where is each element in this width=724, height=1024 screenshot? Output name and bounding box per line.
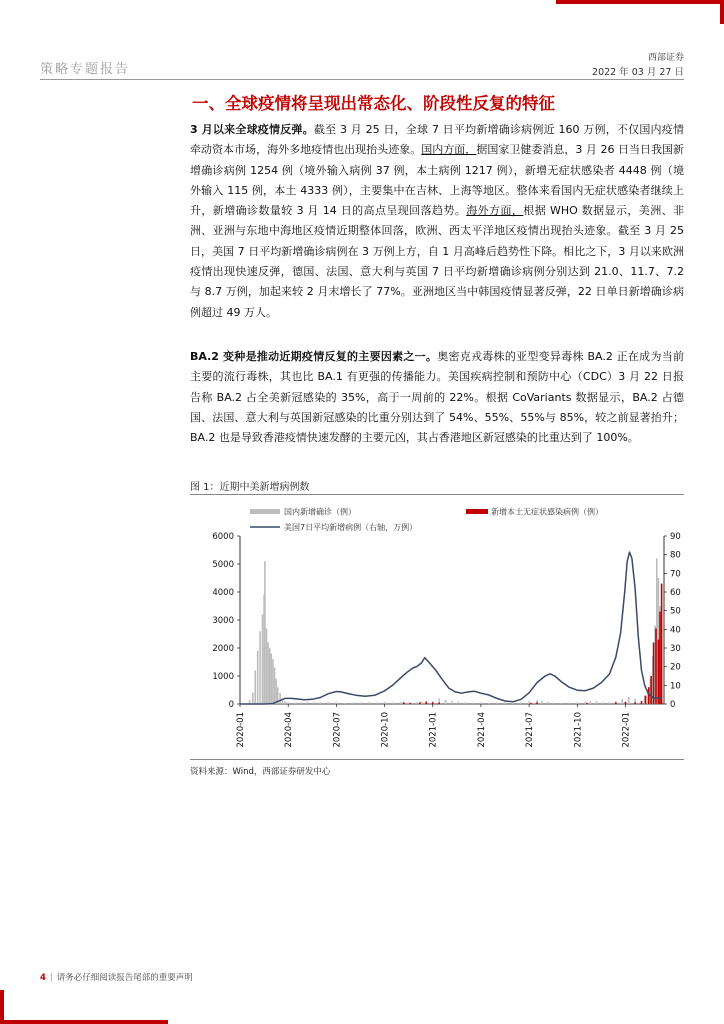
asymptomatic-bar (625, 702, 627, 704)
domestic-bar (589, 701, 591, 704)
corner-accent-top-vertical (720, 0, 724, 24)
us-line (240, 552, 662, 704)
asymptomatic-bar (659, 612, 661, 704)
domestic-bar (400, 702, 402, 704)
asymptomatic-bar (653, 642, 655, 704)
domestic-bar (264, 561, 266, 704)
paragraph-ba2-variant (190, 347, 684, 448)
left-tick-label: 0 (228, 700, 234, 710)
right-tick-label: 0 (670, 700, 676, 710)
asymptomatic-bar (426, 702, 428, 704)
domestic-label: 国内方面， (421, 143, 477, 157)
domestic-bar (520, 703, 522, 704)
domestic-bar (336, 702, 338, 704)
paragraph-outbreak (190, 120, 684, 323)
x-tick-label: 2021-10 (573, 712, 584, 748)
cases-chart (190, 500, 684, 758)
domestic-bar (548, 702, 550, 704)
domestic-bar (368, 702, 370, 704)
asymptomatic-bar (432, 702, 434, 704)
right-tick-label: 40 (670, 625, 681, 636)
domestic-bar (320, 702, 322, 704)
x-tick-label: 2020-07 (332, 712, 343, 748)
x-tick-label: 2020-01 (236, 712, 246, 748)
asymptomatic-bar (615, 702, 617, 704)
domestic-bar (313, 702, 315, 704)
domestic-bar (488, 703, 490, 704)
domestic-bar (328, 702, 330, 704)
domestic-bar (294, 703, 296, 704)
left-tick-label: 1000 (212, 672, 234, 682)
x-tick-label: 2021-01 (428, 712, 439, 748)
domestic-bar (480, 702, 482, 704)
domestic-bar (408, 702, 410, 704)
domestic-bars (244, 558, 662, 704)
asymptomatic-bar (634, 702, 636, 704)
footer (40, 971, 193, 983)
left-tick-label: 5000 (212, 560, 234, 570)
asymptomatic-bar (648, 687, 650, 704)
domestic-bar (274, 668, 276, 704)
domestic-bar (464, 702, 466, 704)
x-tick-label: 2022-01 (621, 712, 632, 748)
domestic-bar (496, 703, 498, 704)
domestic-bar (344, 703, 346, 704)
right-tick-label: 50 (670, 606, 681, 617)
domestic-bar (287, 702, 289, 704)
domestic-bar (628, 697, 630, 704)
left-tick-label: 2000 (212, 644, 234, 654)
asymptomatic-bar (536, 702, 538, 704)
asymptomatic-bar (438, 703, 440, 704)
domestic-bar (596, 701, 598, 704)
legend-label-us: 美国7日平均新增病例（右轴，万例） (284, 523, 418, 532)
x-tick-label: 2021-07 (525, 712, 536, 748)
right-tick-label: 90 (670, 532, 681, 542)
header-divider (40, 79, 684, 80)
footer-disclaimer: 请务必仔细阅读报告尾部的重要声明 (56, 973, 193, 983)
source-note: 资料来源：Wind，西部证券研发中心 (190, 767, 331, 777)
domestic-bar (254, 670, 256, 704)
domestic-bar (384, 702, 386, 704)
domestic-bar (560, 703, 562, 704)
page-number: 4 (40, 973, 46, 983)
left-tick-label: 3000 (212, 616, 234, 626)
domestic-bar (445, 700, 447, 704)
domestic-bar (266, 628, 268, 704)
domestic-bar (416, 702, 418, 704)
domestic-bar (259, 631, 261, 704)
domestic-bar (257, 651, 259, 704)
asymptomatic-bar (655, 628, 657, 704)
domestic-bar (284, 701, 286, 704)
legend-swatch-asymptomatic (466, 509, 488, 514)
legend-swatch-domestic (250, 509, 280, 514)
corner-accent-bottom (0, 1020, 168, 1024)
domestic-bar (621, 699, 623, 704)
domestic-bar (568, 703, 570, 704)
right-tick-label: 20 (670, 662, 681, 673)
company-name: 西部证券 (647, 53, 684, 63)
domestic-bar (279, 693, 281, 704)
domestic-bar (300, 702, 302, 704)
x-tick-label: 2020-04 (284, 712, 295, 748)
asymptomatic-bar (645, 696, 647, 704)
asymptomatic-bar (661, 584, 663, 704)
overseas-label: 海外方面， (466, 204, 524, 218)
figure-title: 图 1：近期中美新增病例数 (190, 482, 310, 493)
domestic-bar (271, 654, 273, 704)
asymptomatic-bar (530, 703, 532, 704)
legend-label-asymptomatic: 新增本土无症状感染病例（例） (491, 507, 603, 517)
domestic-bar (307, 702, 309, 704)
left-tick-label: 4000 (212, 588, 234, 598)
domestic-bar (609, 702, 611, 704)
chart-legend (250, 507, 603, 534)
us-7day-line (240, 552, 662, 704)
right-tick-label: 80 (670, 550, 681, 561)
domestic-bar (272, 659, 274, 704)
paragraph-text: 据国家卫健委消息，3 月 26 日当日我国新增确诊病例 1254 例（境外输入病例 37 例，本土病例 1217 例），新增无症状感染者 4448 例（境外输入 115 例，本土 4333 例），主要集中在吉林、上海等地区。整体来看国内无症状感染者继续上升，新增确诊数量较 3 月 14 日的高点呈现回落趋势。 (190, 143, 685, 218)
domestic-bar (352, 703, 354, 704)
legend-label-domestic: 国内新增确诊（例） (284, 507, 356, 517)
x-tick-label: 2021-04 (476, 712, 487, 748)
asymptomatic-bar (650, 676, 652, 704)
domestic-bar (458, 702, 460, 704)
right-tick-label: 70 (670, 569, 681, 580)
asymptomatic-bar (586, 703, 588, 704)
paragraph-lead: BA.2 变种是推动近期疫情反复的主要因素之一。 (190, 350, 438, 363)
paragraph-lead: 3 月以来全球疫情反弹。 (190, 123, 314, 136)
domestic-bar (392, 702, 394, 704)
footer-separator: | (49, 973, 53, 983)
section-heading: 一、全球疫情将呈现出常态化、阶段性反复的特征 (192, 94, 555, 113)
chart-axes (212, 532, 680, 748)
domestic-bar (602, 702, 604, 704)
domestic-bar (275, 679, 277, 704)
domestic-bar (421, 701, 423, 704)
asymptomatic-bar (403, 702, 405, 704)
domestic-bar (252, 693, 254, 704)
right-tick-label: 30 (670, 644, 681, 654)
right-tick-label: 60 (670, 588, 681, 598)
domestic-bar (267, 642, 269, 704)
paragraph-text: 奥密克戎毒株的亚型变异毒株 BA.2 正在成为当前主要的流行毒株，其也比 BA.1 有更强的传播能力。美国疾病控制和预防中心（CDC）3 月 22 日报告称 BA.2 占全美新冠感染的 35%，高于一周前的 22%。根据 CoVariants 数据显示，BA.2 占德国、法国、意大利与英国新冠感染的比重分别达到了 54%、55%、55%与 85%，较之前显著抬升；BA.2 也是导致香港疫情快速发酵的主要元凶，其占香港地区新冠感染的比重达到了 100%。 (190, 350, 684, 445)
asymptomatic-bar (641, 701, 643, 704)
domestic-bar (451, 701, 453, 704)
domestic-bar (541, 701, 543, 704)
report-type: 策略专题报告 (40, 62, 131, 77)
figure-top-rule (190, 494, 684, 495)
domestic-bar (504, 702, 506, 704)
domestic-bar (528, 701, 530, 704)
corner-accent-bottom-vertical (0, 990, 4, 1024)
left-tick-label: 6000 (212, 532, 234, 542)
asymptomatic-bar (419, 702, 421, 704)
asymptomatic-bar (658, 640, 660, 704)
domestic-bar (262, 614, 264, 704)
report-date: 2022 年 03 月 27 日 (592, 67, 684, 78)
domestic-bar (376, 702, 378, 704)
asymptomatic-bar (409, 703, 411, 704)
domestic-bar (552, 703, 554, 704)
x-tick-label: 2020-10 (380, 712, 391, 748)
domestic-bar (512, 703, 514, 704)
domestic-bar (585, 702, 587, 704)
paragraph-text: 截至 3 月 25 日，全球 7 日平均新增确诊病例近 160 万例，不仅国内疫情牵动资本市场，海外多地疫情也出现抬头迹象。 (190, 123, 684, 157)
figure-bottom-rule (190, 759, 684, 760)
domestic-bar (472, 703, 474, 704)
paragraph-text: 根据 WHO 数据显示，美洲、非洲、亚洲与东地中海地区疫情近期整体回落，欧洲、西太平洋地区疫情出现抬头迹象。截至 3 月 25 日，美国 7 日平均新增确诊病例在 3 万例上方，自 1 月高峰后趋势性下降。相比之下，3 月以来欧洲疫情出现快速反弹，德国、法国、意大利与英国 7 日平均新增确诊病例分别达到 21.0、11.7、7.2 与 8.7 万例，加起来较 2 月末增长了 77%。亚洲地区当中韩国疫情显著反弹，22 日单日新增确诊病例超过 49 万人。 (190, 204, 685, 319)
right-tick-label: 10 (670, 681, 681, 692)
domestic-bar (360, 702, 362, 704)
corner-accent-top (556, 0, 724, 4)
domestic-bar (576, 702, 578, 704)
domestic-bar (269, 648, 271, 704)
